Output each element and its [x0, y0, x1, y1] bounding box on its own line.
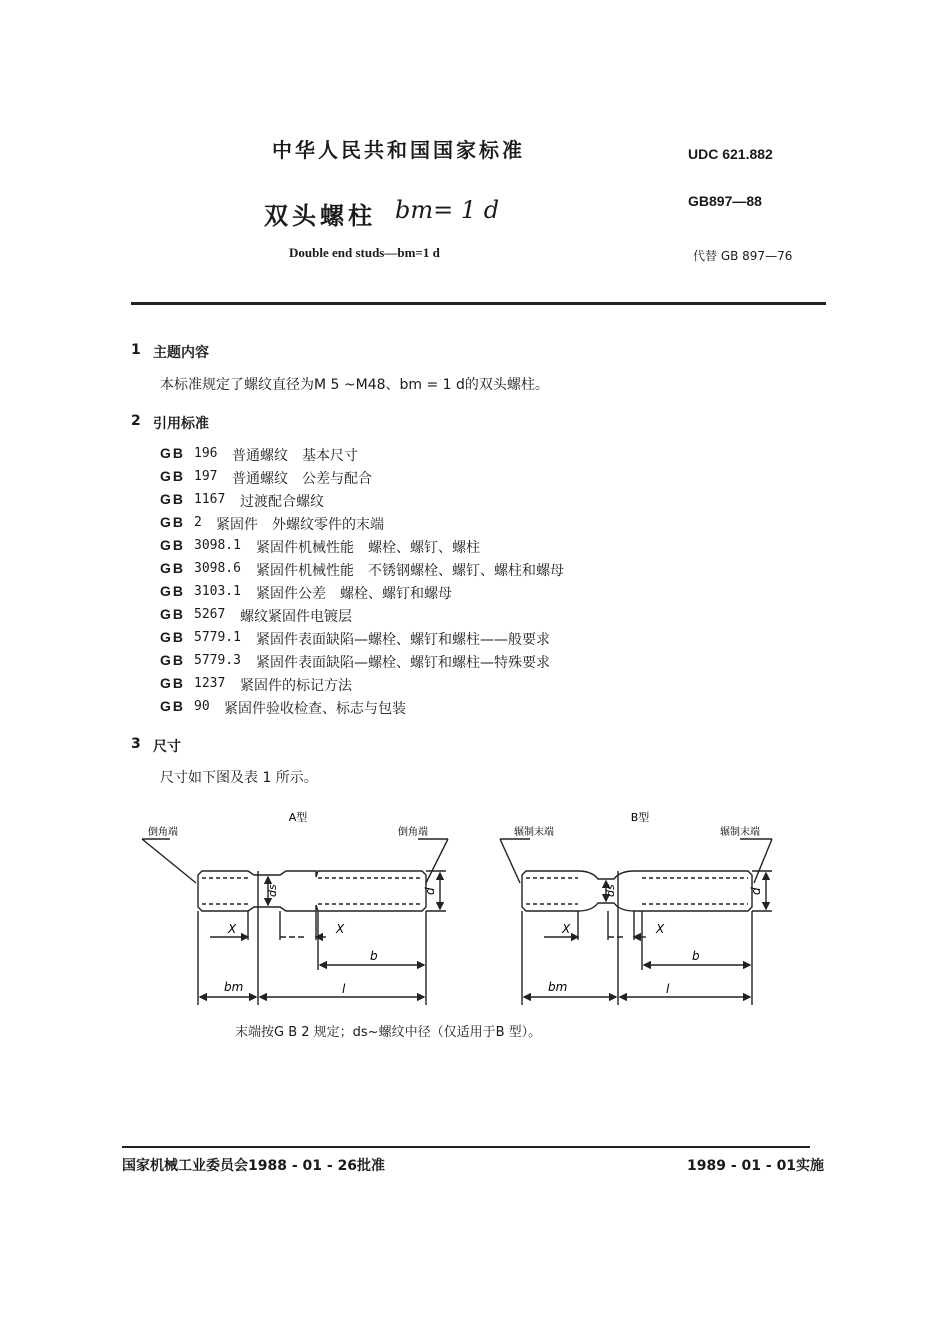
header-divider — [131, 302, 826, 305]
type-a-bm-label: bm — [224, 980, 244, 994]
reference-number: 197 — [194, 469, 218, 484]
reference-number: 3103.1 — [194, 584, 241, 599]
reference-code: GB — [160, 468, 185, 484]
type-b-l-label: l — [666, 982, 670, 996]
reference-code: GB — [160, 514, 185, 530]
reference-title: 紧固件表面缺陷—螺栓、螺钉和螺柱——般要求 — [256, 632, 550, 648]
section-3-number: 3 — [131, 736, 141, 752]
reference-number: 90 — [194, 699, 210, 714]
reference-code: GB — [160, 491, 185, 507]
reference-title: 紧固件机械性能 螺栓、螺钉、螺柱 — [256, 540, 480, 556]
reference-title: 紧固件 外螺纹零件的末端 — [216, 517, 384, 533]
reference-code: GB — [160, 560, 185, 576]
reference-code: GB — [160, 445, 185, 461]
reference-code: GB — [160, 652, 185, 668]
section-1-text: 本标准规定了螺纹直径为M 5 ~M48、bm = 1 d的双头螺柱。 — [160, 377, 549, 393]
type-a-ds-label: ds — [266, 884, 279, 897]
reference-code: GB — [160, 606, 185, 622]
document-title: 双头螺柱 — [264, 202, 376, 230]
type-a-x-right: X — [336, 922, 345, 936]
reference-number: 5779.3 — [194, 653, 241, 668]
type-a-b-label: b — [370, 949, 378, 963]
reference-title: 普通螺纹 基本尺寸 — [232, 448, 358, 464]
type-b-drawing — [500, 839, 772, 1005]
reference-number: 3098.1 — [194, 538, 241, 553]
replaces-note: 代替 GB 897—76 — [693, 249, 793, 263]
reference-title: 紧固件表面缺陷—螺栓、螺钉和螺柱—特殊要求 — [256, 655, 550, 671]
section-2-title: 引用标准 — [153, 416, 209, 432]
reference-title: 螺纹紧固件电镀层 — [240, 609, 352, 625]
type-a-x-left: X — [228, 922, 237, 936]
type-a-l-label: l — [342, 982, 346, 996]
section-3-title: 尺寸 — [153, 739, 181, 755]
reference-number: 5267 — [194, 607, 226, 622]
reference-code: GB — [160, 629, 185, 645]
type-a-drawing — [142, 839, 448, 1005]
section-1-title: 主题内容 — [153, 345, 209, 361]
national-standard-heading: 中华人民共和国国家标准 — [272, 138, 525, 162]
udc-code: UDC 621.882 — [688, 146, 773, 162]
reference-title: 紧固件公差 螺栓、螺钉和螺母 — [256, 586, 452, 602]
section-2-number: 2 — [131, 413, 141, 429]
reference-title: 紧固件验收检查、标志与包装 — [224, 701, 406, 717]
title-formula: bm= 1 d — [395, 196, 500, 224]
reference-number: 1167 — [194, 492, 226, 507]
gb-number: GB897—88 — [688, 193, 762, 209]
reference-number: 1237 — [194, 676, 226, 691]
approval-date: 国家机械工业委员会1988 - 01 - 26批准 — [122, 1158, 386, 1174]
type-b-label: B型 — [630, 811, 650, 824]
type-b-left-note: 辗制末端 — [514, 827, 554, 838]
type-b-x-right: X — [656, 922, 665, 936]
figure-caption: 末端按G B 2 规定；ds~螺纹中径（仅适用于B 型）。 — [235, 1025, 542, 1040]
reference-number: 2 — [194, 515, 202, 530]
section-1-number: 1 — [131, 342, 141, 358]
type-a-label: A型 — [288, 811, 308, 824]
type-a-left-note: 倒角端 — [148, 827, 178, 838]
type-b-ds-label: ds — [604, 884, 617, 897]
reference-number: 5779.1 — [194, 630, 241, 645]
reference-number: 3098.6 — [194, 561, 241, 576]
english-title: Double end studs—bm=1 d — [289, 245, 440, 260]
reference-code: GB — [160, 698, 185, 714]
reference-code: GB — [160, 537, 185, 553]
type-b-x-left: X — [562, 922, 571, 936]
section-3-text: 尺寸如下图及表 1 所示。 — [160, 770, 318, 786]
type-a-right-note: 倒角端 — [398, 827, 428, 838]
type-b-b-label: b — [692, 949, 700, 963]
type-b-right-note: 辗制末端 — [720, 827, 760, 838]
type-b-d-label: d — [749, 887, 763, 895]
reference-title: 过渡配合螺纹 — [240, 494, 324, 510]
reference-title: 紧固件机械性能 不锈钢螺栓、螺钉、螺柱和螺母 — [256, 563, 564, 579]
reference-number: 196 — [194, 446, 218, 461]
footer-divider — [122, 1146, 810, 1148]
reference-title: 普通螺纹 公差与配合 — [232, 471, 372, 487]
type-a-d-label: d — [423, 887, 437, 895]
reference-code: GB — [160, 675, 185, 691]
reference-code: GB — [160, 583, 185, 599]
effective-date: 1989 - 01 - 01实施 — [687, 1158, 825, 1174]
stud-dimension-figure — [130, 805, 790, 1015]
reference-title: 紧固件的标记方法 — [240, 678, 352, 694]
type-b-bm-label: bm — [548, 980, 568, 994]
